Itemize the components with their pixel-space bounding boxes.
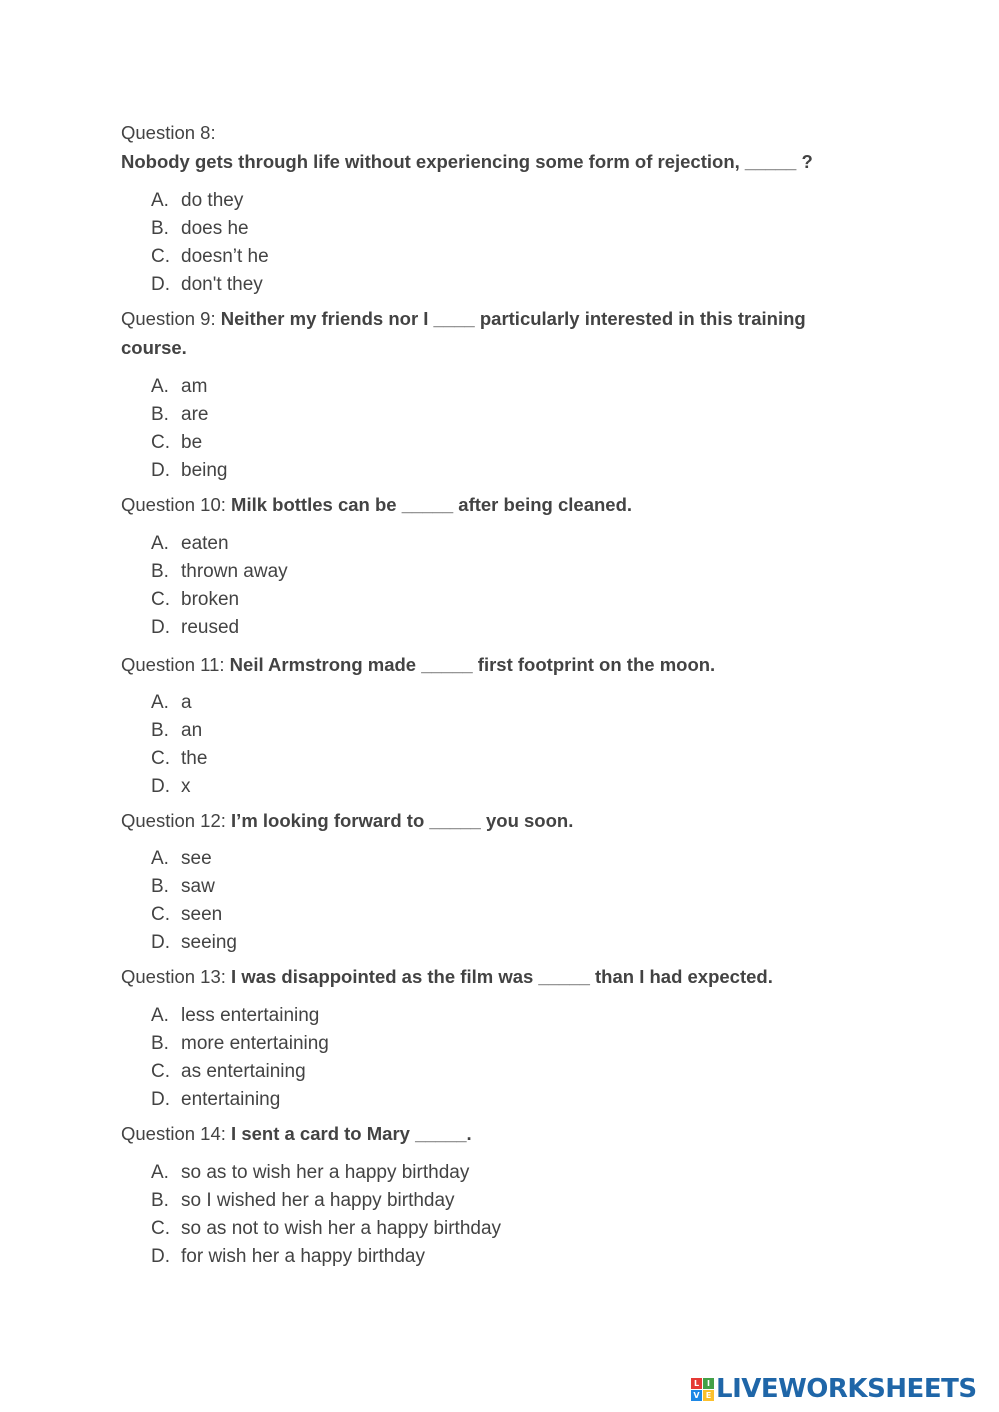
option-letter: C. (151, 432, 170, 453)
option-letter: C. (151, 1218, 170, 1239)
question-stem: I’m looking forward to _____ you soon. (231, 810, 574, 831)
option-b[interactable] (151, 873, 237, 901)
question-stem: Neil Armstrong made _____ first footprint on the moon. (229, 654, 716, 675)
option-text: as entertaining (181, 1061, 306, 1082)
option-d[interactable] (151, 457, 228, 485)
option-letter: A. (151, 376, 169, 397)
option-b[interactable] (151, 1030, 329, 1058)
option-text: doesn’t he (181, 246, 269, 267)
option-text: don't they (181, 274, 263, 295)
option-letter: A. (151, 533, 169, 554)
option-a[interactable] (151, 1159, 501, 1187)
options-list-12 (151, 845, 237, 957)
question-label: Question 10: (121, 494, 226, 515)
option-c[interactable] (151, 1058, 329, 1086)
option-b[interactable] (151, 1187, 501, 1215)
option-letter: D. (151, 932, 170, 953)
option-text: thrown away (181, 561, 288, 582)
option-text: x (181, 776, 191, 797)
question-13 (121, 962, 841, 991)
option-letter: B. (151, 404, 169, 425)
option-text: broken (181, 589, 240, 610)
option-a[interactable] (151, 530, 288, 558)
logo-tile: L (691, 1378, 702, 1389)
question-stem: Neither my friends nor I ____ particularly interested in this training course. (121, 308, 806, 358)
option-text: a (181, 692, 192, 713)
option-letter: A. (151, 1162, 169, 1183)
option-b[interactable] (151, 401, 228, 429)
question-12 (121, 806, 841, 835)
option-text: seen (181, 904, 223, 925)
option-letter: A. (151, 692, 169, 713)
option-letter: C. (151, 1061, 170, 1082)
option-letter: B. (151, 218, 169, 239)
option-letter: A. (151, 848, 169, 869)
option-letter: D. (151, 1089, 170, 1110)
option-c[interactable] (151, 429, 228, 457)
option-letter: D. (151, 274, 170, 295)
option-text: so I wished her a happy birthday (181, 1190, 455, 1211)
option-text: entertaining (181, 1089, 281, 1110)
option-d[interactable] (151, 1243, 501, 1271)
option-c[interactable] (151, 243, 269, 271)
option-d[interactable] (151, 773, 207, 801)
logo-tile: I (703, 1378, 714, 1389)
options-list-9 (151, 373, 228, 485)
option-letter: D. (151, 617, 170, 638)
option-c[interactable] (151, 901, 237, 929)
option-letter: B. (151, 1190, 169, 1211)
option-d[interactable] (151, 271, 269, 299)
options-list-11 (151, 689, 207, 801)
option-a[interactable] (151, 1002, 329, 1030)
options-list-14 (151, 1159, 501, 1271)
option-text: the (181, 748, 208, 769)
question-14 (121, 1119, 841, 1148)
option-d[interactable] (151, 929, 237, 957)
question-label: Question 14: (121, 1123, 226, 1144)
option-text: does he (181, 218, 249, 239)
option-a[interactable] (151, 187, 269, 215)
question-label: Question 12: (121, 810, 226, 831)
option-b[interactable] (151, 717, 207, 745)
option-a[interactable] (151, 845, 237, 873)
option-b[interactable] (151, 558, 288, 586)
option-a[interactable] (151, 373, 228, 401)
option-letter: D. (151, 1246, 170, 1267)
option-text: being (181, 460, 228, 481)
option-text: seeing (181, 932, 237, 953)
logo-text: LIVEWORKSHEETS (716, 1374, 977, 1404)
question-label: Question 11: (121, 654, 225, 675)
option-letter: D. (151, 460, 170, 481)
question-stem: Milk bottles can be _____ after being cleaned. (231, 494, 633, 515)
option-text: more entertaining (181, 1033, 329, 1054)
option-c[interactable] (151, 745, 207, 773)
option-c[interactable] (151, 586, 288, 614)
option-text: be (181, 432, 203, 453)
option-text: for wish her a happy birthday (181, 1246, 425, 1267)
option-letter: B. (151, 561, 169, 582)
option-letter: B. (151, 720, 169, 741)
option-text: eaten (181, 533, 229, 554)
question-label: Question 13: (121, 966, 226, 987)
question-10 (121, 490, 841, 519)
logo-tile: V (691, 1390, 702, 1401)
option-letter: C. (151, 748, 170, 769)
options-list-13 (151, 1002, 329, 1114)
options-list-8 (151, 187, 269, 299)
option-text: saw (181, 876, 215, 897)
logo-tile: E (703, 1390, 714, 1401)
question-11 (121, 650, 841, 679)
option-text: so as not to wish her a happy birthday (181, 1218, 502, 1239)
option-d[interactable] (151, 614, 288, 642)
option-letter: A. (151, 1005, 169, 1026)
option-letter: C. (151, 246, 170, 267)
option-letter: B. (151, 876, 169, 897)
option-text: am (181, 376, 208, 397)
option-text: see (181, 848, 212, 869)
question-stem: I was disappointed as the film was _____ than I had expected. (231, 966, 773, 987)
option-text: so as to wish her a happy birthday (181, 1162, 470, 1183)
option-text: an (181, 720, 203, 741)
option-c[interactable] (151, 1215, 501, 1243)
option-text: do they (181, 190, 244, 211)
option-b[interactable] (151, 215, 269, 243)
liveworksheets-logo (691, 1373, 977, 1405)
question-label: Question 8: (121, 122, 216, 143)
question-stem: I sent a card to Mary _____. (231, 1123, 472, 1144)
option-letter: B. (151, 1033, 169, 1054)
option-letter: A. (151, 190, 169, 211)
options-list-10 (151, 530, 288, 642)
option-letter: C. (151, 904, 170, 925)
option-a[interactable] (151, 689, 207, 717)
option-text: less entertaining (181, 1005, 320, 1026)
option-d[interactable] (151, 1086, 329, 1114)
option-letter: D. (151, 776, 170, 797)
logo-mark-icon (691, 1378, 714, 1401)
question-stem: Nobody gets through life without experiencing some form of rejection, _____ ? (121, 151, 813, 172)
option-letter: C. (151, 589, 170, 610)
option-text: reused (181, 617, 240, 638)
question-9 (121, 304, 841, 362)
question-8 (121, 118, 841, 176)
option-text: are (181, 404, 209, 425)
question-label: Question 9: (121, 308, 216, 329)
